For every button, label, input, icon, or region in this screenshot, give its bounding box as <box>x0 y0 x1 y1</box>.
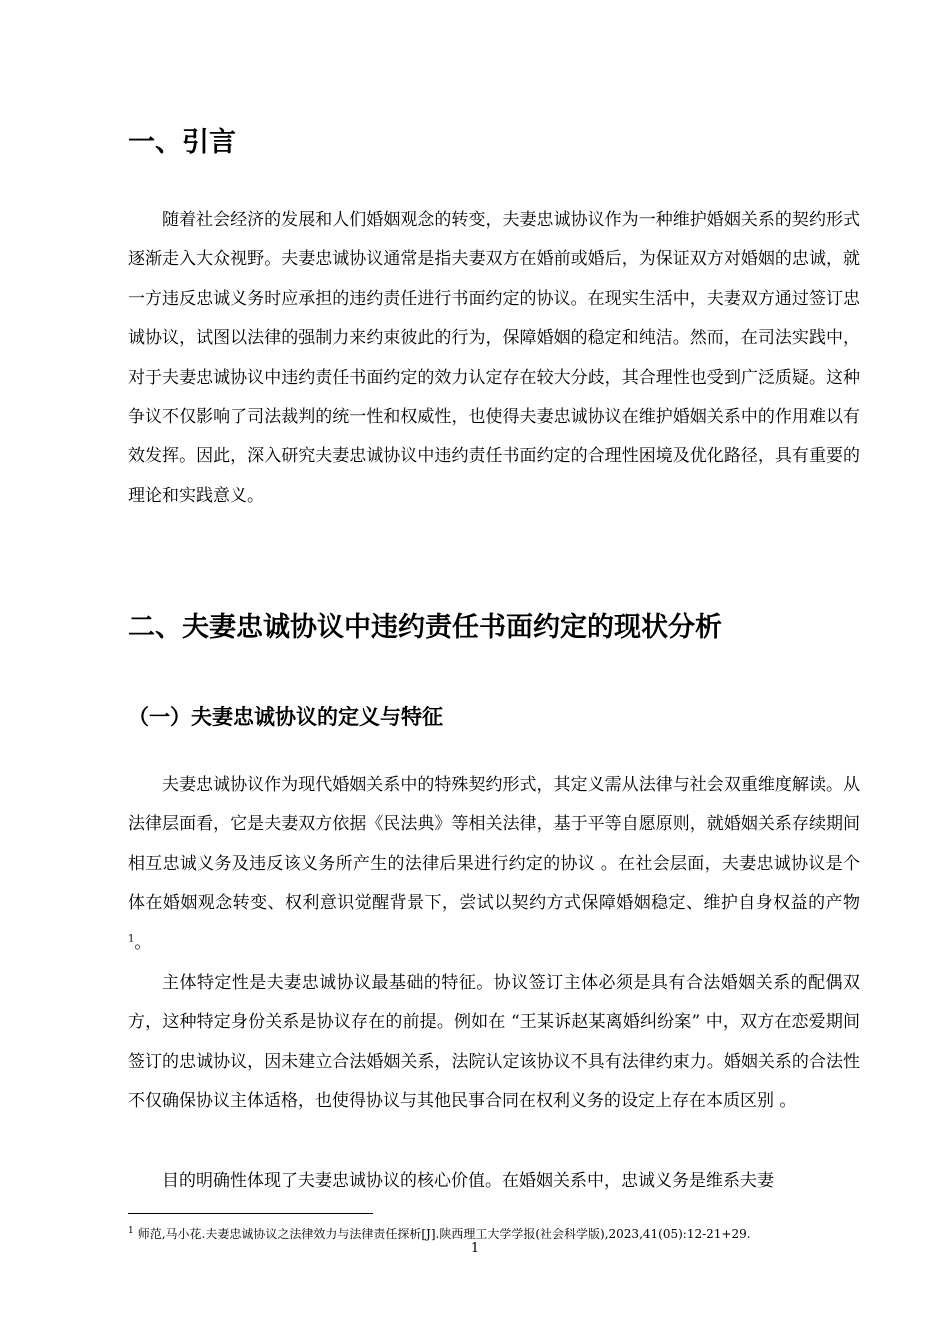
subsection-heading-definition: （一）夫妻忠诚协议的定义与特征 <box>128 705 443 729</box>
definition-paragraph-text: 夫妻忠诚协议作为现代婚姻关系中的特殊契约形式，其定义需从法律与社会双重维度解读。从法律层面看，它是夫妻双方依据《民法典》等相关法律，基于平等自愿原则，就婚姻关系存续期间相互忠诚义务及违反该义务所产生的法律后果进行约定的协议 。在社会层面，夫妻忠诚协议是个体在婚姻观念转变、权利意识觉醒背景下，尝试以契约方式保障婚姻稳定、维护自身权益的产物 <box>128 775 860 914</box>
section-heading-introduction: 一、引言 <box>128 127 236 158</box>
introduction-paragraph: 随着社会经济的发展和人们婚姻观念的转变，夫妻忠诚协议作为一种维护婚姻关系的契约形式逐渐走入大众视野。夫妻忠诚协议通常是指夫妻双方在婚前或婚后，为保证双方对婚姻的忠诚，就一方违反忠诚义务时应承担的违约责任进行书面约定的协议。在现实生活中，夫妻双方通过签订忠诚协议，试图以法律的强制力来约束彼此的行为，保障婚姻的稳定和纯洁。然而，在司法实践中，对于夫妻忠诚协议中违约责任书面约定的效力认定存在较大分歧，其合理性也受到广泛质疑。这种争议不仅影响了司法裁判的统一性和权威性，也使得夫妻忠诚协议在维护婚姻关系中的作用难以有效发挥。因此，深入研究夫妻忠诚协议中违约责任书面约定的合理性困境及优化路径，具有重要的理论和实践意义。 <box>128 210 860 506</box>
footnote-text: 师范,马小花.夫妻忠诚协议之法律效力与法律责任探析[J].陕西理工大学学报(社会科学版),2023,41(05):12-21+29. <box>137 1227 751 1241</box>
purpose-clarity-paragraph: 目的明确性体现了夫妻忠诚协议的核心价值。在婚姻关系中，忠诚义务是维系夫妻 <box>162 1171 774 1191</box>
definition-paragraph-end: 。 <box>134 932 152 953</box>
footnote-reference[interactable]: 1 <box>128 932 135 944</box>
page-number: 1 <box>470 1241 480 1256</box>
subject-specificity-paragraph: 主体特定性是夫妻忠诚协议最基础的特征。协议签订主体必须是具有合法婚姻关系的配偶双方，这种特定身份关系是协议存在的前提。例如在 “王某诉赵某离婚纠纷案” 中，双方在恋爱期间签订的忠诚协议，因未建立合法婚姻关系，法院认定该协议不具有法律约束力。婚姻关系的合法性不仅确保协议主体适格，也使得协议与其他民事合同在权利义务的设定上存在本质区别 。 <box>128 973 860 1112</box>
section-heading-status-analysis: 二、夫妻忠诚协议中违约责任书面约定的现状分析 <box>128 612 722 643</box>
definition-paragraph <box>128 766 860 963</box>
footnote-separator <box>128 1213 373 1214</box>
footnote-mark: 1 <box>128 1226 134 1236</box>
